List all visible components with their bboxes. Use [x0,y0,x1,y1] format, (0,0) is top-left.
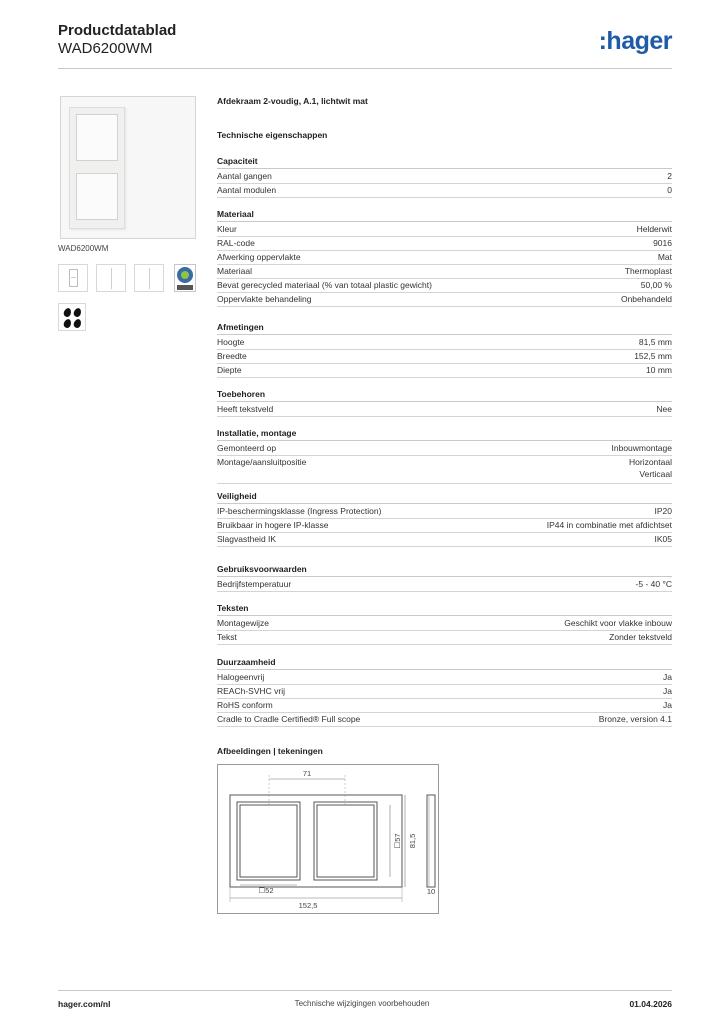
frame-opening [76,173,118,220]
section-heading: Afmetingen [217,322,672,335]
spec-value: IP44 in combinatie met afdichtset [546,520,672,530]
spec-label: Breedte [217,351,247,361]
spec-row [217,350,672,364]
spec-label: Montagewijze [217,618,269,628]
thumbnail-certificate[interactable] [172,264,202,292]
spec-label: Oppervlakte behandeling [217,294,312,304]
dim-inner-width: ☐52 [258,886,274,895]
product-code: WAD6200WM [58,40,153,57]
footer-divider [58,990,672,991]
spec-value: Ja [663,700,672,710]
section-heading: Veiligheid [217,491,672,504]
spec-row [217,519,672,533]
spec-label: Gemonteerd op [217,443,277,453]
spec-label: Materiaal [217,266,252,276]
spec-row [217,293,672,307]
footer-website[interactable]: hager.com/nl [58,999,111,1009]
dim-height: 81,5 [408,833,417,849]
cover-frame-illustration [69,107,125,229]
spec-label: Aantal gangen [217,171,272,181]
product-name: Afdekraam 2-voudig, A.1, lichtwit mat [217,96,368,106]
spec-label: Tekst [217,632,237,642]
image-caption: WAD6200WM [58,244,109,253]
spec-label: RoHS conform [217,700,273,710]
spec-row [217,223,672,237]
spec-label: Kleur [217,224,237,234]
spec-value: Ja [663,672,672,682]
thumbnail-front[interactable] [58,264,88,292]
spec-value: 152,5 mm [634,351,672,361]
spec-row [217,456,672,484]
spec-value: 81,5 mm [638,337,672,347]
section-heading: Teksten [217,603,672,616]
section-heading: Materiaal [217,209,672,222]
spec-row [217,631,672,645]
section-heading: Gebruiksvoorwaarden [217,564,672,577]
dimension-drawing-svg [218,765,438,913]
spec-row [217,403,672,417]
hager-logo: :hager [598,27,672,55]
spec-value: Nee [656,404,672,414]
spec-value: Onbehandeld [620,294,672,304]
spec-label: Bedrijfstemperatuur [217,579,292,589]
header-divider [58,68,672,69]
spec-label: REACh-SVHC vrij [217,686,286,696]
side-line-icon [111,268,112,289]
spec-value: Helderwit [636,224,672,234]
side-line-icon [149,268,150,289]
spec-value: Geschikt voor vlakke inbouw [564,618,672,628]
spec-label: Aantal modulen [217,185,277,195]
spec-value: Inbouwmontage [611,443,672,453]
dim-center-distance: 71 [302,769,312,778]
spec-value: Zonder tekstveld [609,632,672,642]
spec-label: Montage/aansluitpositie [217,457,307,467]
drawings-heading: Afbeeldingen | tekeningen [217,746,323,756]
spec-value: Thermoplast [624,266,672,276]
spec-row [217,685,672,699]
spec-label: Hoogte [217,337,245,347]
spec-value: Horizontaal [629,457,672,467]
spec-value: 10 mm [646,365,672,375]
spec-row [217,364,672,378]
dim-inner-height: ☐57 [393,833,402,849]
page-title: Productdatablad [58,22,177,39]
spec-value: Mat [657,252,672,262]
spec-row [217,671,672,685]
spec-row [217,533,672,547]
spec-label: Cradle to Cradle Certified® Full scope [217,714,361,724]
spec-value-secondary: Verticaal [639,469,672,479]
frame-opening [76,114,118,161]
spec-row [217,578,672,592]
spec-row [217,251,672,265]
spec-label: Diepte [217,365,242,375]
section-heading: Toebehoren [217,389,672,402]
spec-value: -5 - 40 °C [635,579,672,589]
spec-row [217,336,672,350]
properties-heading: Technische eigenschappen [217,130,328,140]
product-image [60,96,196,239]
spec-label: Heeft tekstveld [217,404,274,414]
thumbnail-side[interactable] [96,264,126,292]
spec-row [217,279,672,293]
spec-row [217,265,672,279]
spec-label: Slagvastheid IK [217,534,277,544]
mini-frame-icon [69,269,78,287]
spec-value: 9016 [653,238,672,248]
spec-row [217,237,672,251]
footer-disclaimer: Technische wijzigingen voorbehouden [294,999,430,1008]
spec-value: 0 [667,185,672,195]
spec-label: Halogeenvrij [217,672,265,682]
spec-value: 2 [667,171,672,181]
spec-label: Bruikbaar in hogere IP-klasse [217,520,329,530]
dim-depth: 10 [426,887,436,896]
spec-value: 50,00 % [640,280,672,290]
spec-label: Bevat gerecycled materiaal (% van totaal plastic gewicht) [217,280,432,290]
section-heading: Duurzaamheid [217,657,672,670]
spec-row [217,713,672,727]
footer-date: 01.04.2026 [629,999,672,1009]
spec-value: IK05 [654,534,672,544]
spec-row [217,617,672,631]
spec-row [217,505,672,519]
ip-rating-drops-icon [58,303,86,331]
dimension-drawing [217,764,439,914]
spec-row [217,699,672,713]
spec-label: Afwerking oppervlakte [217,252,301,262]
certificate-badge-icon [174,264,196,292]
spec-label: RAL-code [217,238,255,248]
dim-width: 152,5 [298,901,318,910]
spec-label: IP-beschermingsklasse (Ingress Protection) [217,506,382,516]
spec-row [217,442,672,456]
thumbnail-side-2[interactable] [134,264,164,292]
spec-row [217,184,672,198]
section-heading: Installatie, montage [217,428,672,441]
section-heading: Capaciteit [217,156,672,169]
spec-value: Bronze, version 4.1 [598,714,672,724]
spec-value: IP20 [654,506,672,516]
spec-row [217,170,672,184]
spec-value: Ja [663,686,672,696]
